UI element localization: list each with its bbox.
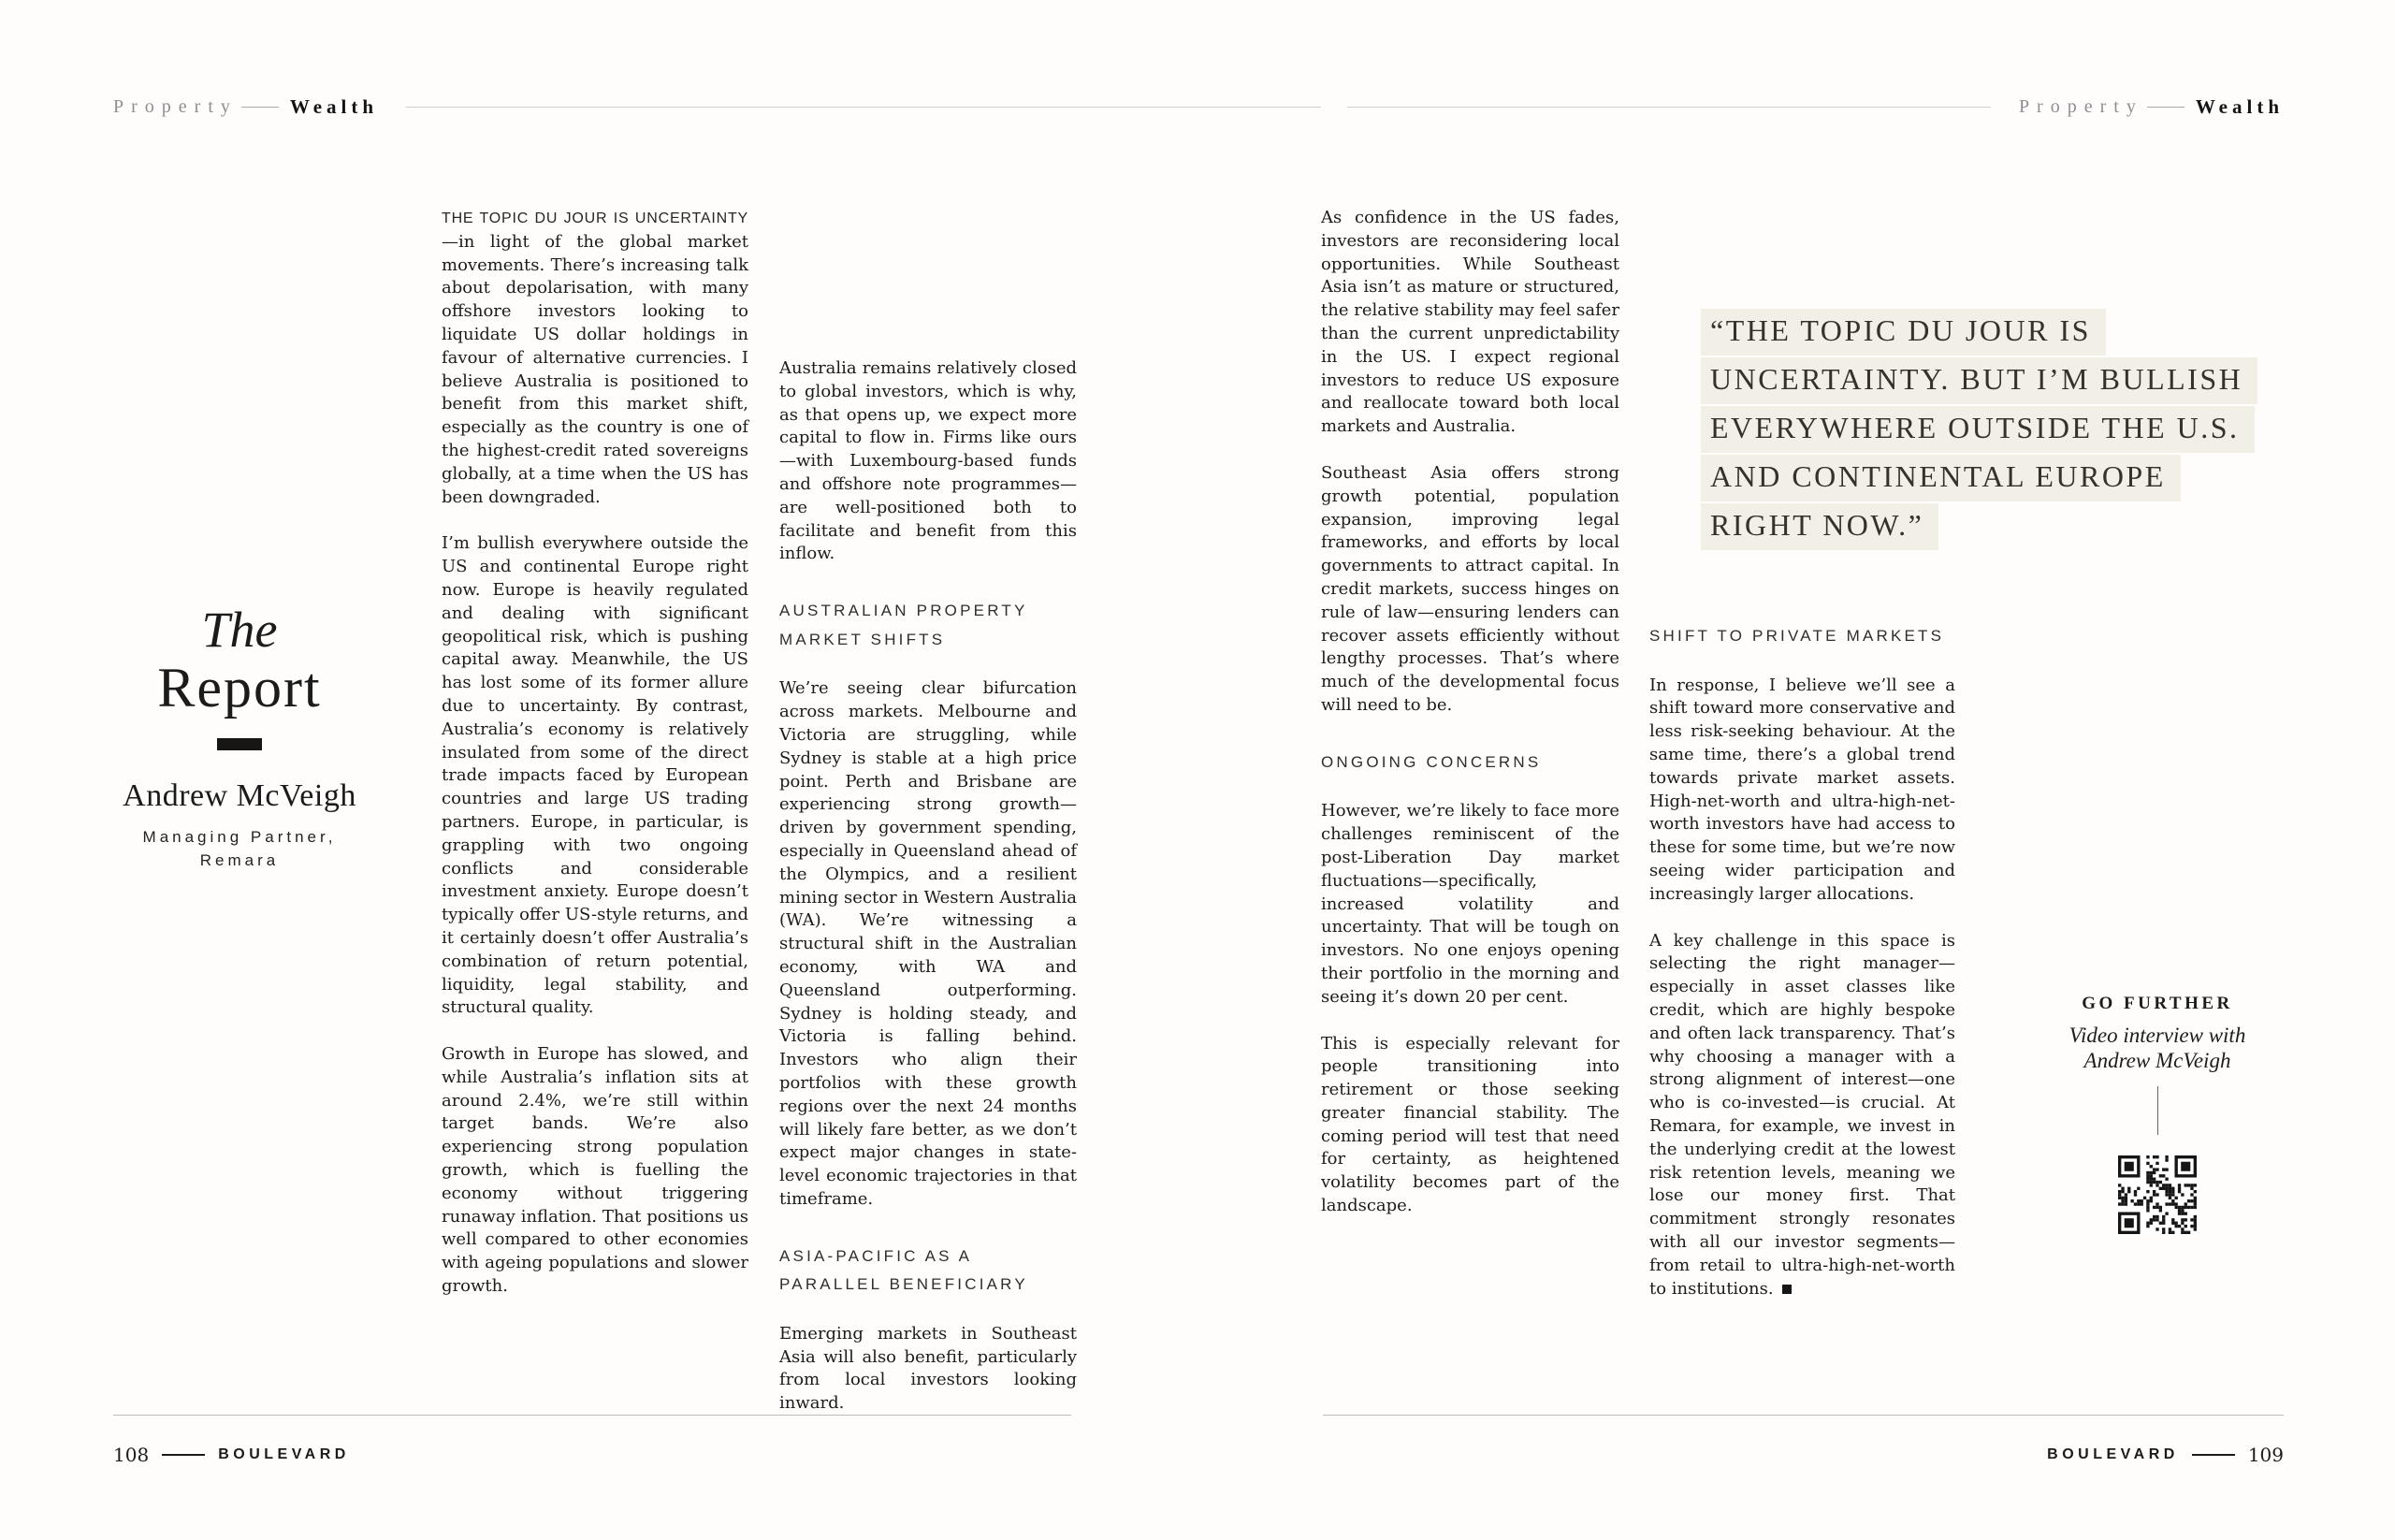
paragraph: Southeast Asia offers strong growth potential, population expansion, improving legal frameworks, and efforts by local governments to attract capital. In credit markets, success hinges on rule of law—ensuring lenders can recover assets efficiently without lengthy processes. That’s where much of the developmental focus will need to be.	[1321, 462, 1619, 715]
paragraph: Australia remains relatively closed to global investors, which is why, as that opens up, we expect more capital to flow in. Firms like ours—with Luxembourg-based funds and offshore note programmes—are well-positioned both to facilitate and benefit from this inflow.	[779, 358, 1077, 564]
pull-quote-line: “THE TOPIC DU JOUR IS	[1701, 309, 2106, 356]
subhead-ongoing-concerns: ONGOING CONCERNS	[1321, 752, 1542, 771]
paragraph: I’m bullish everywhere outside the US and continental Europe right now. Europe is heavily regulated and dealing with significant geopolitical risk, which is pushing capital away. Meanwhile, the US has lost some of its former allure due to uncertainty. By contrast, Australia’s economy is relatively insulated from some of the direct trade impacts faced by European countries and large US trading partners. Europe, in particular, is grappling with two ongoing conflicts and considerable investment anxiety. Europe doesn’t typically offer US-style returns, and it certainly doesn’t offer Australia’s combination of return potential, liquidity, legal stability, and structural quality.	[442, 533, 748, 1018]
header-dash	[2147, 107, 2185, 108]
paragraph-text: —in light of the global market movements. There’s increasing talk about depolarisation, with many offshore investors looking to liquidate US dollar holdings in favour of alternative currencies. I believe Australia is positioned to benefit from this market shift, especially as the country is one of the highest-credit rated sovereigns globally, at a time when the US has been downgraded.	[442, 231, 748, 507]
pull-quote	[1701, 309, 2300, 552]
footer-dash	[2192, 1454, 2235, 1456]
subhead-australian-property: AUSTRALIAN PROPERTY MARKET SHIFTS	[779, 602, 1028, 648]
section-label: Property	[2018, 96, 2143, 117]
right-page-header	[1347, 95, 2284, 119]
subsection-label: Wealth	[2195, 95, 2284, 118]
section-label: Property	[113, 96, 238, 117]
right-page-footer	[2047, 1444, 2284, 1466]
connector-line	[2157, 1086, 2158, 1135]
paragraph: This is especially relevant for people transitioning into retirement or those seeking greater financial stability. The coming period will test that need for certainty, as heightened volatility becomes part of the landscape.	[1321, 1033, 1619, 1216]
paragraph: Emerging markets in Southeast Asia will also benefit, particularly from local investors looking inward.	[779, 1323, 1077, 1414]
title-divider-bar	[217, 738, 262, 750]
paragraph	[1649, 930, 1955, 1301]
left-column-1	[442, 207, 748, 1322]
author-role-line: Remara	[199, 851, 280, 870]
left-page-footer	[113, 1444, 350, 1466]
magazine-name: BOULEVARD	[2047, 1446, 2179, 1462]
subhead-private-markets: SHIFT TO PRIVATE MARKETS	[1649, 627, 1945, 645]
page-number: 109	[2247, 1444, 2284, 1466]
paragraph: We’re seeing clear bifurcation across markets. Melbourne and Victoria are struggling, while Sydney is stable at a high price point. Perth and Brisbane are experiencing strong growth—driven by government spending, especially in Queensland ahead of the Olympics, and a resilient mining sector in Western Australia (WA). We’re witnessing a structural shift in the Australian economy, with WA and Queensland outperforming. Sydney is holding steady, and Victoria is falling behind. Investors who align their portfolios with these growth regions over the next 24 months will likely fare better, as we don’t expect major changes in state-level economic trajectories in that timeframe.	[779, 678, 1077, 1209]
go-further-caption	[2045, 1023, 2270, 1073]
magazine-name: BOULEVARD	[218, 1446, 350, 1462]
pull-quote-line: EVERYWHERE OUTSIDE THE U.S.	[1701, 406, 2255, 453]
left-footer-rule	[113, 1415, 1071, 1416]
footer-dash	[162, 1454, 205, 1456]
pull-quote-line: RIGHT NOW.”	[1701, 503, 1938, 550]
author-role	[90, 825, 389, 873]
left-page-header	[113, 95, 1321, 119]
lead-in-text: THE TOPIC DU JOUR IS UNCERTAINTY	[442, 211, 748, 226]
right-footer-rule	[1323, 1415, 2284, 1416]
title-report: Report	[157, 656, 322, 719]
pull-quote-line: UNCERTAINTY. BUT I’M BULLISH	[1701, 357, 2257, 404]
subhead-asia-pacific: ASIA-PACIFIC AS A PARALLEL BENEFICIARY	[779, 1246, 1028, 1294]
go-further-caption-line: Video interview with	[2068, 1024, 2246, 1047]
paragraph: As confidence in the US fades, investors are reconsidering local opportunities. While Southeast Asia isn’t as mature or structured, the relative stability may feel safer than the current unpredictability in the US. I expect regional investors to reduce US exposure and reallocate toward both local markets and Australia.	[1321, 208, 1619, 437]
right-column-1	[1321, 207, 1619, 1242]
article-title-block	[90, 603, 389, 873]
paragraph: However, we’re likely to face more challenges reminiscent of the post-Liberation Day market fluctuations—specifically, increased volatility and uncertainty. That will be tough on investors. No one enjoys opening their portfolio in the morning and seeing it’s down 20 per cent.	[1321, 801, 1619, 1007]
go-further-block	[2045, 994, 2270, 1238]
pull-quote-line: AND CONTINENTAL EUROPE	[1701, 455, 2181, 501]
paragraph-text: A key challenge in this space is selecting the right manager—especially in asset classes like credit, which are highly bespoke and often lack transparency. That’s why choosing a manager with a strong alignment of interest—one who is co-invested—is crucial. At Remara, for example, we invest in the underlying credit at the lowest risk retention levels, meaning we lose our money first. That commitment strongly resonates with all our investor segments—from retail to ultra-high-net-worth to institutions.	[1649, 930, 1955, 1299]
paragraph: Growth in Europe has slowed, and while Australia’s inflation sits at around 2.4%, we’re still within target bands. We’re also experiencing strong population growth, which is fuelling the economy without triggering runaway inflation. That positions us well compared to other economies with ageing populations and slower growth.	[442, 1044, 748, 1297]
left-column-2	[779, 357, 1077, 1439]
go-further-title: GO FURTHER	[2082, 994, 2233, 1013]
paragraph	[442, 207, 748, 509]
qr-code	[2118, 1155, 2197, 1234]
page-number: 108	[113, 1444, 150, 1466]
author-name: Andrew McVeigh	[123, 777, 356, 813]
author-role-line: Managing Partner,	[142, 827, 337, 846]
go-further-caption-line: Andrew McVeigh	[2083, 1049, 2231, 1072]
right-column-2	[1649, 622, 1955, 1324]
subsection-label: Wealth	[289, 95, 379, 118]
end-mark	[1782, 1285, 1792, 1294]
header-rule	[406, 107, 1321, 108]
header-rule	[1347, 107, 1991, 108]
paragraph: In response, I believe we’ll see a shift toward more conservative and less risk-seeking behaviour. At the same time, there’s a global trend towards private market assets. High-net-worth and ultra-high-net-worth investors have had access to these for some time, but we’re now seeing wider participation and increasingly larger allocations.	[1649, 675, 1955, 904]
title-the: The	[201, 602, 278, 658]
header-dash	[241, 107, 279, 108]
